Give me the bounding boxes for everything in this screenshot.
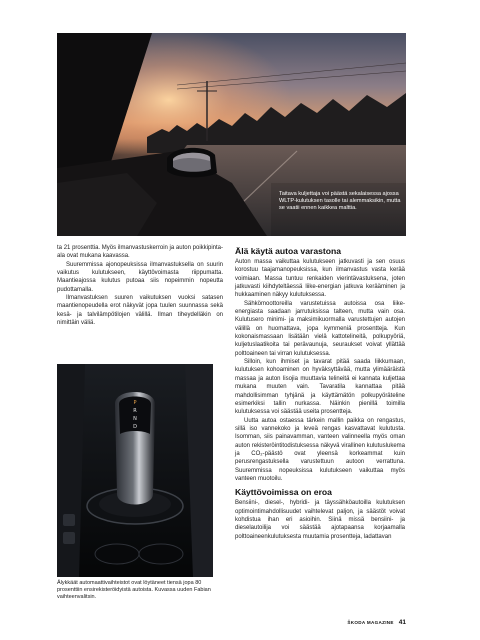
svg-text:P: P [133,400,137,406]
hero-photo [57,33,406,236]
gear-selector-illustration [57,364,213,577]
paragraph: Silloin, kun ihmiset ja tavarat pitää saada liikkumaan, kulutuksen kohoaminen on hyväksyttävää, mutta ylimääräistä massaa ja auton lisojia muuttavia telineitä ei kannata kuljettaa mukana muuten vain. Tavaratila kannattaa pitää mahdollisimman tyhjänä ja käyttämätön polkupyöräteline esimerkiksi tallin nurkassa. Näinkin pienillä toimilla kulutuksessa voi säästää useita prosentteja. [235,359,405,416]
svg-text:R: R [133,408,137,414]
paragraph: Bensiini-, diesel-, hybridi- ja täyssähköautoilla kulutuksen optimointimahdollisuudet vaihtelevat paljon, ja säästöt voivat kohdistua ihan eri asioihin. Siinä missä bensiini- ja dieselautoilija voi säästää ajotapaansa korjaamalla polttoaineenkulutuksesta muutamia prosentteja, ladattavan [235,500,405,540]
gear-selector-photo [57,364,213,577]
svg-text:N: N [133,416,137,422]
magazine-name: ŠKODA MAGAZINE [347,619,394,625]
paragraph: Sähkömoottoreilla varustetuissa autoissa osa liike-energiasta saadaan jarrutuksissa talteen, mutta vain osa. Kulutusero minimi- ja maksimikuormalla varustettujen autojen välillä on huomattava, jopa kymmeniä prosentteja. Kun kokonaismassaan lisätään vielä kattotelineitä, polkupyöriä, kuljetuslaatikoita tai perävaunuja, seuraukset voivat yllättää polttoaineen tai virran kulutuksessa. [235,300,405,357]
hero-caption: Taitava kuljettaja voi päästä sekalaisessa ajossa WLTP-kulutuksen tasolle tai alemmaksikin, mutta se vaatii ennen kaikkea malttia. [279,191,401,211]
paragraph: Uutta autoa ostaessa tärkein mallin paikka on rengastus, sillä iso vannekoko ja leveä rengas kasvattavat kulutusta. Isomman, siis painavamman, vanteen valinneella myös oman auton rekisteröintitodistuksessa näkyvä virallinen kulutuslukema ja CO₂-päästö ovat yleensä korkeammat kuin perusrengastuksella varustettuun autoon verrattuna. Suuremmissa nopeuksissa kulutukseen vaikuttaa myös vanteen muotoilu. [235,417,405,482]
right-column [235,246,405,541]
paragraph: ta 21 prosenttia. Myös ilmanvastuskerroin ja auton poikkipinta-ala ovat mukana kaavassa. [57,245,223,260]
section-heading: Älä käytä autoa varastona [235,246,342,256]
page-footer [346,617,406,627]
paragraph: Auton massa vaikuttaa kulutukseen jatkuvasti ja sen osuus korostuu taajamanopeuksissa, kun ilmanvastus vasta kerää voimiaan. Massa tuntuu renkaiden vierintävastuksena, joten jatkuvasti kiihdyteltäessä liike-energian jatkuva kerääminen ja hukkaaminen näkyy kulutuksessa. [235,259,405,299]
paragraph: Ilmanvastuksen suuren vaikutuksen vuoksi satasen maantienopeudella erot näkyvät jopa tuulen suunnassa sekä kesä- ja talvilämpötilojen välillä. Ilman tiheydelläkin on nimittäin väliä. [57,295,223,327]
section-heading: Käyttövoimissa on eroa [235,487,332,498]
paragraph: Suuremmissa ajonopeuksissa ilmanvastuksella on suurin vaikutus kulutukseen, käyttövoimasta riippumatta. Maantieajossa kulutus putoaa siis nopeimmin nopeutta pudottamalla. [57,261,223,293]
page-number: 41 [398,618,406,626]
left-column [57,244,223,327]
gear-caption: Älykkäät automaattivaihteistot ovat löytäneet tiensä jopa 80 prosenttiin ensirekisteröidyistä autoista. Kuvassa uuden Fabian vaihteenvalitsin. [57,580,211,600]
svg-text:D: D [133,424,137,430]
